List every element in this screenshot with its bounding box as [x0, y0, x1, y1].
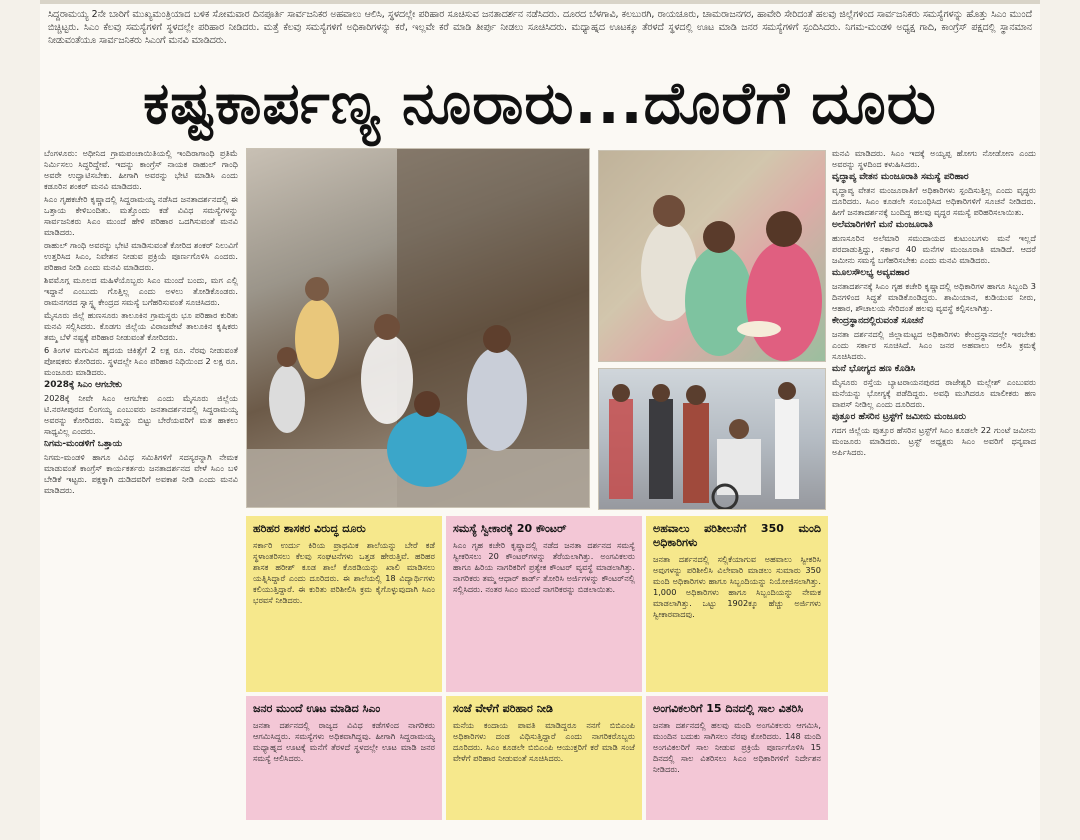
photo-crowd-illustration	[247, 149, 590, 508]
photo-crowd-waiting	[246, 148, 590, 508]
right-subtext-1: ವೃದ್ಧಾಪ್ಯ ವೇತನ ಮಂಜೂರಾತಿಗೆ ಅಧಿಕಾರಿಗಳು ಸ್ಪಂದಿಸುತ್ತಿಲ್ಲ ಎಂದು ವೃದ್ಧರು ದೂರಿದರು. ಸಿಎಂ ಕೂಡಲೇ ಸಂಬಂಧಿಸಿದ ಅಧಿಕಾರಿಗಳಿಗೆ ಸೂಚನೆ ನೀಡಿದರು. ಹೀಗೆ ಜನತಾದರ್ಶನಕ್ಕೆ ಬಂದಿದ್ದ ಹಲವು ವೃದ್ಧರ ಸಮಸ್ಯೆ ಪರಿಹರಿಸಲಾಯಿತು.	[832, 185, 1036, 217]
right-subtext-6: ಗದಗ ಜಿಲ್ಲೆಯ ಪುತ್ತೂರ ಹೆಸರಿನ ಟ್ರಸ್ಟ್‌ಗೆ ಸಿಎಂ ಕೂಡಲೇ 22 ಗುಂಟೆ ಜಮೀನು ಮಂಜೂರು ಮಾಡಿದರು. ಟ್ರಸ್ಟ್ ಅಧ್ಯಕ್ಷರು ಸಿಎಂ ಅವರಿಗೆ ಧನ್ಯವಾದ ಅರ್ಪಿಸಿದರು.	[832, 425, 1036, 457]
left-para-3: ರಾಹುಲ್ ಗಾಂಧಿ ಅವರನ್ನು ಭೇಟಿ ಮಾಡಿಸುವಂತೆ ಕೋರಿದ ಶಂಕರ್ ನಿಲುವಿಗೆ ಉತ್ತರಿಸಿದ ಸಿಎಂ, ನಿವೇಶನ ನೀಡುವ ಪ್ರಕ್ರಿಯೆ ಪೂರ್ಣಗೊಳಿಸಿ ಎಂದರು. ಪರಿಹಾರ ನೀಡಿ ಎಂದು ಮನವಿ ಮಾಡಿದರು.	[44, 240, 238, 272]
intro-paragraph: ಸಿದ್ದರಾಮಯ್ಯ 2ನೇ ಬಾರಿಗೆ ಮುಖ್ಯಮಂತ್ರಿಯಾದ ಬಳಿಕ ಸೋಮವಾರ ದಿನಪೂರ್ತಿ ಸಾರ್ವಜನಿಕರ ಅಹವಾಲು ಆಲಿಸಿ, ಸ್ಥಳದಲ್ಲೇ ಪರಿಹಾರ ಸೂಚಿಸುವ ಜನತಾದರ್ಶನ ನಡೆಸಿದರು. ದೂರದ ಬೆಳಗಾವಿ, ಕಲಬುರಗಿ, ರಾಯಚೂರು, ಚಾಮರಾಜನಗರ, ಹಾವೇರಿ ಸೇರಿದಂತೆ ಹಲವು ಜಿಲ್ಲೆಗಳಿಂದ ಸಾರ್ವಜನಿಕರು ಸಮಸ್ಯೆಗಳನ್ನು ಹೊತ್ತು ಸಿಎಂ ಮುಂದೆ ಬಿಚ್ಚಿಟ್ಟರು. ಸಿಎಂ ಕೆಲವು ಸಮಸ್ಯೆಗಳಿಗೆ ಸ್ಥಳದಲ್ಲೇ ಪರಿಹಾರ ನೀಡಿದರು. ಮತ್ತೆ ಕೆಲವು ಸಮಸ್ಯೆಗಳಿಗೆ ಅಧಿಕಾರಿಗಳನ್ನು ಕರೆ, ಇಲ್ಲವೇ ಕರೆ ಮಾಡಿ ತೀರ್ಪು ನೀಡಲು ಸೂಚಿಸಿದರು. ಮಧ್ಯಾಹ್ನದ ಊಟಕ್ಕೂ ತೆರಳದೆ ಸ್ಥಳದಲ್ಲಿ ಊಟ ಮಾಡಿ ಜನರ ಸಮಸ್ಯೆಗಳಿಗೆ ಸ್ಪಂದಿಸಿದರು. ನಿಗಮ-ಮಂಡಳಿ ಅಧ್ಯಕ್ಷ ಗಾದಿ, ಕಾಂಗ್ರೆಸ್ ಪಕ್ಷದಲ್ಲಿ ಸ್ಥಾನಮಾನ ನೀಡುವಂತೆಯೂ ಸಾರ್ವಜನಿಕರು ಸಿಎಂಗೆ ಮನವಿ ಮಾಡಿದರು.	[48, 9, 1032, 46]
box-6-title: ಅಂಗವಿಕಲರಿಗೆ 15 ದಿನದಲ್ಲಿ ಸಾಲ ವಿತರಿಸಿ	[653, 702, 804, 715]
box-4-title: ಜನರ ಮುಂದೆ ಊಟ ಮಾಡಿದ ಸಿಎಂ	[253, 702, 381, 715]
box-2-title: ಸಮಸ್ಯೆ ಸ್ವೀಕಾರಕ್ಕೆ 20 ಕೌಂಟರ್	[453, 522, 567, 535]
right-para-1: ಮನವಿ ಮಾಡಿದರು. ಸಿಎಂ ಇದಕ್ಕೆ ಅಯ್ಯಪ್ಪ ಹೋಗು ನೋಡೋಣ ಎಂದು ಅವರನ್ನು ಸ್ಥಳದಿಂದ ಕಳುಹಿಸಿದರು.	[832, 148, 1036, 169]
left-column	[44, 148, 238, 820]
headline: ಕಷ್ಟಕಾರ್ಪಣ್ಯ ನೂರಾರು...ದೊರೆಗೆ ದೂರು	[143, 69, 937, 137]
box-6-text: ಜನತಾ ದರ್ಶನದಲ್ಲಿ ಹಲವು ಮಂದಿ ಅಂಗವಿಕಲರು ಆಗಮಿಸಿ, ಮುಂದಿನ ಬದುಕು ಸಾಗಿಸಲು ನೆರವು ಕೋರಿದರು. 148 ಮಂದಿ ಅಂಗವಿಕಲರಿಗೆ ಸಾಲ ನೀಡುವ ಪ್ರಕ್ರಿಯೆ ಪೂರ್ಣಗೊಳಿಸಿ 15 ದಿನದಲ್ಲಿ ಸಾಲ ವಿತರಿಸಲು ಸಿಎಂ ಅಧಿಕಾರಿಗಳಿಗೆ ನಿರ್ದೇಶನ ನೀಡಿದರು.	[653, 720, 821, 774]
box-evening-relief	[446, 696, 642, 820]
box-4-text: ಜನತಾ ದರ್ಶನದಲ್ಲಿ ರಾಜ್ಯದ ವಿವಿಧ ಕಡೆಗಳಿಂದ ನಾಗರಿಕರು ಆಗಮಿಸಿದ್ದರು. ಸಮಸ್ಯೆಗಳು ಅಧಿಕವಾಗಿದ್ದವು. ಹೀಗಾಗಿ ಸಿದ್ದರಾಮಯ್ಯ ಮಧ್ಯಾಹ್ನದ ಊಟಕ್ಕೆ ಮನೆಗೆ ತೆರಳದೆ ಸ್ಥಳದಲ್ಲೇ ಊಟ ಮಾಡಿ ಜನರ ಸಮಸ್ಯೆ ಆಲಿಸಿದರು.	[253, 720, 435, 763]
right-subhead-4: ಕೇಂದ್ರಸ್ಥಾನದಲ್ಲಿರುವಂತೆ ಸೂಚನೆ	[832, 316, 924, 326]
left-para-4: ಶಿವಮೊಗ್ಗ ಮೂಲದ ಮಹಿಳೆಯೊಬ್ಬರು ಸಿಎಂ ಮುಂದೆ ಬಂದು, ಮಗ ಎಲ್ಲಿ ಇದ್ದಾನೆ ಎಂಬುದು ಗೊತ್ತಿಲ್ಲ ಎಂದು ಅಳಲು ತೋಡಿಕೊಂಡರು. ರಾಮನಗರದ ಸ್ವಾಸ್ಥ್ಯ ಕೇಂದ್ರದ ಸಮಸ್ಯೆ ಬಗೆಹರಿಸುವಂತೆ ಸೂಚಿಸಿದರು.	[44, 275, 238, 307]
photo-women-illustration	[599, 151, 826, 362]
box-counters	[446, 516, 642, 692]
left-para-2: ಸಿಎಂ ಗೃಹಕಚೇರಿ ಕೃಷ್ಣಾದಲ್ಲಿ ಸಿದ್ದರಾಮಯ್ಯ ನಡೆಸಿದ ಜನತಾದರ್ಶನದಲ್ಲಿ ಈ ಒತ್ತಾಯ ಕೇಳಿಬಂದಿತು. ಮತ್ತೊಂದು ಕಡೆ ವಿವಿಧ ಸಮಸ್ಯೆಗಳನ್ನು ಸಾರ್ವಜನಿಕರು ಸಿಎಂ ಮುಂದೆ ಹೇಳಿ ಪರಿಹಾರ ಒದಗಿಸುವಂತೆ ಮನವಿ ಮಾಡಿದರು.	[44, 194, 238, 237]
right-subtext-4: ಜನತಾ ದರ್ಶನದಲ್ಲಿ ಜಿಲ್ಲಾಮಟ್ಟದ ಅಧಿಕಾರಿಗಳು ಕೇಂದ್ರಸ್ಥಾನದಲ್ಲೇ ಇರಬೇಕು ಎಂದು ಸರ್ಕಾರ ಸೂಚಿಸಿದೆ. ಸಿಎಂ ಜನರ ಅಹವಾಲು ಆಲಿಸಿ ಕ್ರಮಕ್ಕೆ ಸೂಚಿಸಿದರು.	[832, 329, 1036, 361]
box-3-title: ಅಹವಾಲು ಪರಿಶೀಲನೆಗೆ 350 ಮಂದಿ ಅಧಿಕಾರಿಗಳು	[653, 522, 821, 549]
box-officials	[646, 516, 828, 692]
right-subtext-3: ಜನತಾದರ್ಶನಕ್ಕೆ ಸಿಎಂ ಗೃಹ ಕಚೇರಿ ಕೃಷ್ಣಾದಲ್ಲಿ ಅಧಿಕಾರಿಗಳ ಹಾಗೂ ಸಿಬ್ಬಂದಿ 3 ದಿನಗಳಿಂದ ಸಿದ್ಧತೆ ಮಾಡಿಕೊಂಡಿದ್ದರು. ಶಾಮಿಯಾನ, ಕುಡಿಯುವ ನೀರು, ಆಹಾರ, ಶೌಚಾಲಯ ಸೇರಿದಂತೆ ಹಲವು ವ್ಯವಸ್ಥೆ ಕಲ್ಪಿಸಲಾಗಿತ್ತು.	[832, 281, 1036, 313]
photo-officials-wheelchair	[598, 368, 826, 510]
top-rule	[40, 0, 1040, 4]
left-para-5: ಮೈಸೂರು ಜಿಲ್ಲೆ ಹುಣಸೂರು ತಾಲೂಕಿನ ಗ್ರಾಮಸ್ಥರು ಭೂ ಪರಿಹಾರ ಕುರಿತು ಮನವಿ ಸಲ್ಲಿಸಿದರು. ಕೊಡಗು ಜಿಲ್ಲೆಯ ವಿರಾಜಪೇಟೆ ತಾಲೂಕಿನ ಕೃಷಿಕರು ತಮ್ಮ ಬೆಳೆ ನಷ್ಟಕ್ಕೆ ಪರಿಹಾರ ನೀಡುವಂತೆ ಕೋರಿದರು.	[44, 310, 238, 342]
box-3-text: ಜನತಾ ದರ್ಶನದಲ್ಲಿ ಸಲ್ಲಿಕೆಯಾಗುವ ಅಹವಾಲು ಸ್ವೀಕರಿಸಿ ಅವುಗಳನ್ನು ಪರಿಶೀಲಿಸಿ ವಿಲೇವಾರಿ ಮಾಡಲು ಸುಮಾರು 350 ಮಂದಿ ಅಧಿಕಾರಿಗಳು ಹಾಗೂ ಸಿಬ್ಬಂದಿಯನ್ನು ನಿಯೋಜಿಸಲಾಗಿತ್ತು. 1,000 ಅಧಿಕಾರಿಗಳು ಹಾಗೂ ಸಿಬ್ಬಂದಿಯನ್ನು ನೇಮಕ ಮಾಡಲಾಗಿತ್ತು. ಒಟ್ಟು 1902ಕ್ಕೂ ಹೆಚ್ಚು ಅರ್ಜಿಗಳು ಸ್ವೀಕಾರವಾದವು.	[653, 554, 821, 619]
left-subhead-2: ನಿಗಮ-ಮಂಡಳಿಗೆ ಒತ್ತಾಯ	[44, 439, 123, 449]
box-2-text: ಸಿಎಂ ಗೃಹ ಕಚೇರಿ ಕೃಷ್ಣಾದಲ್ಲಿ ನಡೆದ ಜನತಾ ದರ್ಶನದ ಸಮಸ್ಯೆ ಸ್ವೀಕರಿಸಲು 20 ಕೌಂಟರ್‌ಗಳನ್ನು ತೆರೆಯಲಾಗಿತ್ತು. ಅಂಗವಿಕಲರು ಹಾಗೂ ಹಿರಿಯ ನಾಗರಿಕರಿಗೆ ಪ್ರತ್ಯೇಕ ಕೌಂಟರ್ ವ್ಯವಸ್ಥೆ ಮಾಡಲಾಗಿತ್ತು. ನಾಗರಿಕರು ತಮ್ಮ ಆಧಾರ್ ಕಾರ್ಡ್ ತೋರಿಸಿ ಅರ್ಜಿಗಳನ್ನು ಕೌಂಟರ್‌ನಲ್ಲಿ ಸಲ್ಲಿಸಿದರು. ನಂತರ ಸಿಎಂ ಮುಂದೆ ನಾಗರಿಕರನ್ನು ಬಿಡಲಾಯಿತು.	[453, 540, 635, 594]
right-subhead-2: ಅಲೆಮಾರಿಗಳಿಗೆ ಮನೆ ಮಂಜೂರಾತಿ	[832, 220, 933, 230]
right-subtext-2: ಹುಣಸೂರಿನ ಅಲೆಮಾರಿ ಸಮುದಾಯದ ಕುಟುಂಬಗಳು ಮನೆ ಇಲ್ಲದೆ ಪರದಾಡುತ್ತಿದ್ದು, ಸರ್ಕಾರ 40 ಮನೆಗಳ ಮಂಜೂರಾತಿ ಮಾಡಿದೆ. ಆದರೆ ಜಮೀನು ಸಮಸ್ಯೆ ಬಗೆಹರಿಸಬೇಕು ಎಂದು ಮನವಿ ಮಾಡಿದರು.	[832, 233, 1036, 265]
left-subtext-1: 2028ಕ್ಕೆ ನೀವೇ ಸಿಎಂ ಆಗಬೇಕು ಎಂದು ಮೈಸೂರು ಜಿಲ್ಲೆಯ ಟಿ.ನರಸೀಪುರದ ಲಿಂಗಯ್ಯ ಎಂಬುವರು ಜನತಾದರ್ಶನದಲ್ಲಿ ಸಿದ್ದರಾಮಯ್ಯ ಅವರನ್ನು ಕೋರಿದರು. ನಿಮ್ಮನ್ನು ಬಿಟ್ಟು ಬೇರೆಯವರಿಗೆ ಮತ ಹಾಕಲು ಸಾಧ್ಯವಿಲ್ಲ ಎಂದರು.	[44, 393, 238, 436]
right-subhead-6: ಪುತ್ತೂರ ಹೆಸರಿನ ಟ್ರಸ್ಟ್‌ಗೆ ಜಮೀನು ಮಂಜೂರು	[832, 412, 966, 422]
box-5-text: ಮನೆಯ ಕಂದಾಯ ಪಾವತಿ ಮಾಡಿದ್ದರೂ ನನಗೆ ಬಿಬಿಎಂಪಿ ಅಧಿಕಾರಿಗಳು ದಂಡ ವಿಧಿಸುತ್ತಿದ್ದಾರೆ ಎಂದು ನಾಗರಿಕರೊಬ್ಬರು ದೂರಿದರು. ಸಿಎಂ ಕೂಡಲೇ ಬಿಬಿಎಂಪಿ ಆಯುಕ್ತರಿಗೆ ಕರೆ ಮಾಡಿ ಸಂಜೆ ವೇಳೆಗೆ ಪರಿಹಾರ ನೀಡುವಂತೆ ಸೂಚಿಸಿದರು.	[453, 720, 635, 763]
newspaper-page	[40, 0, 1040, 840]
right-column	[832, 148, 1036, 820]
box-1-title: ಹರಿಹರ ಶಾಸಕರ ವಿರುದ್ಧ ದೂರು	[253, 522, 366, 535]
left-para-1: ಬೆಂಗಳೂರು: ಅಧೀನಿದ ಗ್ರಾಮಪಂಚಾಯಿತಿಯಲ್ಲಿ ಇಂದಿರಾಗಾಂಧಿ ಪ್ರತಿಮೆ ನಿರ್ಮಿಸಲು ಸಿದ್ಧರಿದ್ದೇವೆ. ಇದನ್ನು ಕಾಂಗ್ರೆಸ್ ನಾಯಕ ರಾಹುಲ್ ಗಾಂಧಿ ಅವರೇ ಉದ್ಘಾಟಿಸಬೇಕು. ಹೀಗಾಗಿ ಅವರನ್ನು ಭೇಟಿ ಮಾಡಿಸಿ ಎಂದು ಕಡೂರಿನ ಶಂಕರ್ ಮನವಿ ಮಾಡಿದರು.	[44, 148, 238, 191]
box-disabled-loans	[646, 696, 828, 820]
box-harihara-complaint	[246, 516, 442, 692]
right-subhead-5: ಮನೆ ಭೋಗ್ಯದ ಹಣ ಕೊಡಿಸಿ	[832, 364, 916, 374]
right-subtext-5: ಮೈಸೂರು ರಸ್ತೆಯ ಬ್ಯಾಟರಾಯನಪುರದ ರಾಜೇಶ್ವರಿ ಮಲ್ಲೇಶ್ ಎಂಬುವರು ಮನೆಯನ್ನು ಭೋಗ್ಯಕ್ಕೆ ಪಡೆದಿದ್ದರು. ಅವಧಿ ಮುಗಿದರೂ ಮಾಲೀಕರು ಹಣ ವಾಪಸ್ ನೀಡಿಲ್ಲ ಎಂದು ದೂರಿದರು.	[832, 377, 1036, 409]
box-1-text: ಸರ್ಕಾರಿ ಉರ್ದು ಕಿರಿಯ ಪ್ರಾಥಮಿಕ ಶಾಲೆಯನ್ನು ಬೇರೆ ಕಡೆ ಸ್ಥಳಾಂತರಿಸಲು ಕೆಲವು ಸಂಘಟನೆಗಳು ಒತ್ತಡ ಹೇರುತ್ತಿವೆ. ಹರಿಹರ ಶಾಸಕ ಹರೀಶ್ ಕೂಡ ಶಾಲೆ ಕೊಠಡಿಯನ್ನು ಖಾಲಿ ಮಾಡಿಸಲು ಯತ್ನಿಸಿದ್ದಾರೆ ಎಂದು ದೂರಿದರು. ಈ ಶಾಲೆಯಲ್ಲಿ 18 ವಿದ್ಯಾರ್ಥಿಗಳು ಕಲಿಯುತ್ತಿದ್ದಾರೆ. ಈ ಕುರಿತು ಪರಿಶೀಲಿಸಿ ಕ್ರಮ ಕೈಗೊಳ್ಳುವುದಾಗಿ ಸಿಎಂ ಭರವಸೆ ನೀಡಿದರು.	[253, 540, 435, 605]
left-para-6: 6 ತಿಂಗಳ ಮಗುವಿನ ಹೃದಯ ಚಿಕಿತ್ಸೆಗೆ 2 ಲಕ್ಷ ರೂ. ನೆರವು ನೀಡುವಂತೆ ಪೋಷಕರು ಕೋರಿದರು. ಸ್ಥಳದಲ್ಲೇ ಸಿಎಂ ಪರಿಹಾರ ನಿಧಿಯಿಂದ 2 ಲಕ್ಷ ರೂ. ಮಂಜೂರು ಮಾಡಿದರು.	[44, 345, 238, 377]
photo-women-eating	[598, 150, 826, 362]
left-subhead-1: 2028ಕ್ಕೆ ಸಿಎಂ ಆಗಬೇಕು	[44, 380, 122, 390]
right-subhead-3: ಮೂಲಸೌಲಭ್ಯ ಅವ್ಯವಹಾರ	[832, 268, 910, 278]
left-subtext-2: ನಿಗಮ-ಮಂಡಳಿ ಹಾಗೂ ವಿವಿಧ ಸಮಿತಿಗಳಿಗೆ ಸದಸ್ಯರನ್ನಾಗಿ ನೇಮಕ ಮಾಡುವಂತೆ ಕಾಂಗ್ರೆಸ್ ಕಾರ್ಯಕರ್ತರು ಜನತಾದರ್ಶನದ ವೇಳೆ ಸಿಎಂ ಬಳಿ ಬೇಡಿಕೆ ಇಟ್ಟರು. ಪಕ್ಷಕ್ಕಾಗಿ ದುಡಿದವರಿಗೆ ಅವಕಾಶ ನೀಡಿ ಎಂದು ಮನವಿ ಮಾಡಿದರು.	[44, 452, 238, 495]
photo-officials-illustration	[599, 369, 826, 510]
box-5-title: ಸಂಜೆ ವೇಳೆಗೆ ಪರಿಹಾರ ನೀಡಿ	[453, 702, 553, 715]
right-subhead-1: ವೃದ್ಧಾಪ್ಯ ವೇತನ ಮಂಜೂರಾತಿ ಸಮಸ್ಯೆ ಪರಿಹಾರ	[832, 172, 969, 182]
box-cm-lunch	[246, 696, 442, 820]
